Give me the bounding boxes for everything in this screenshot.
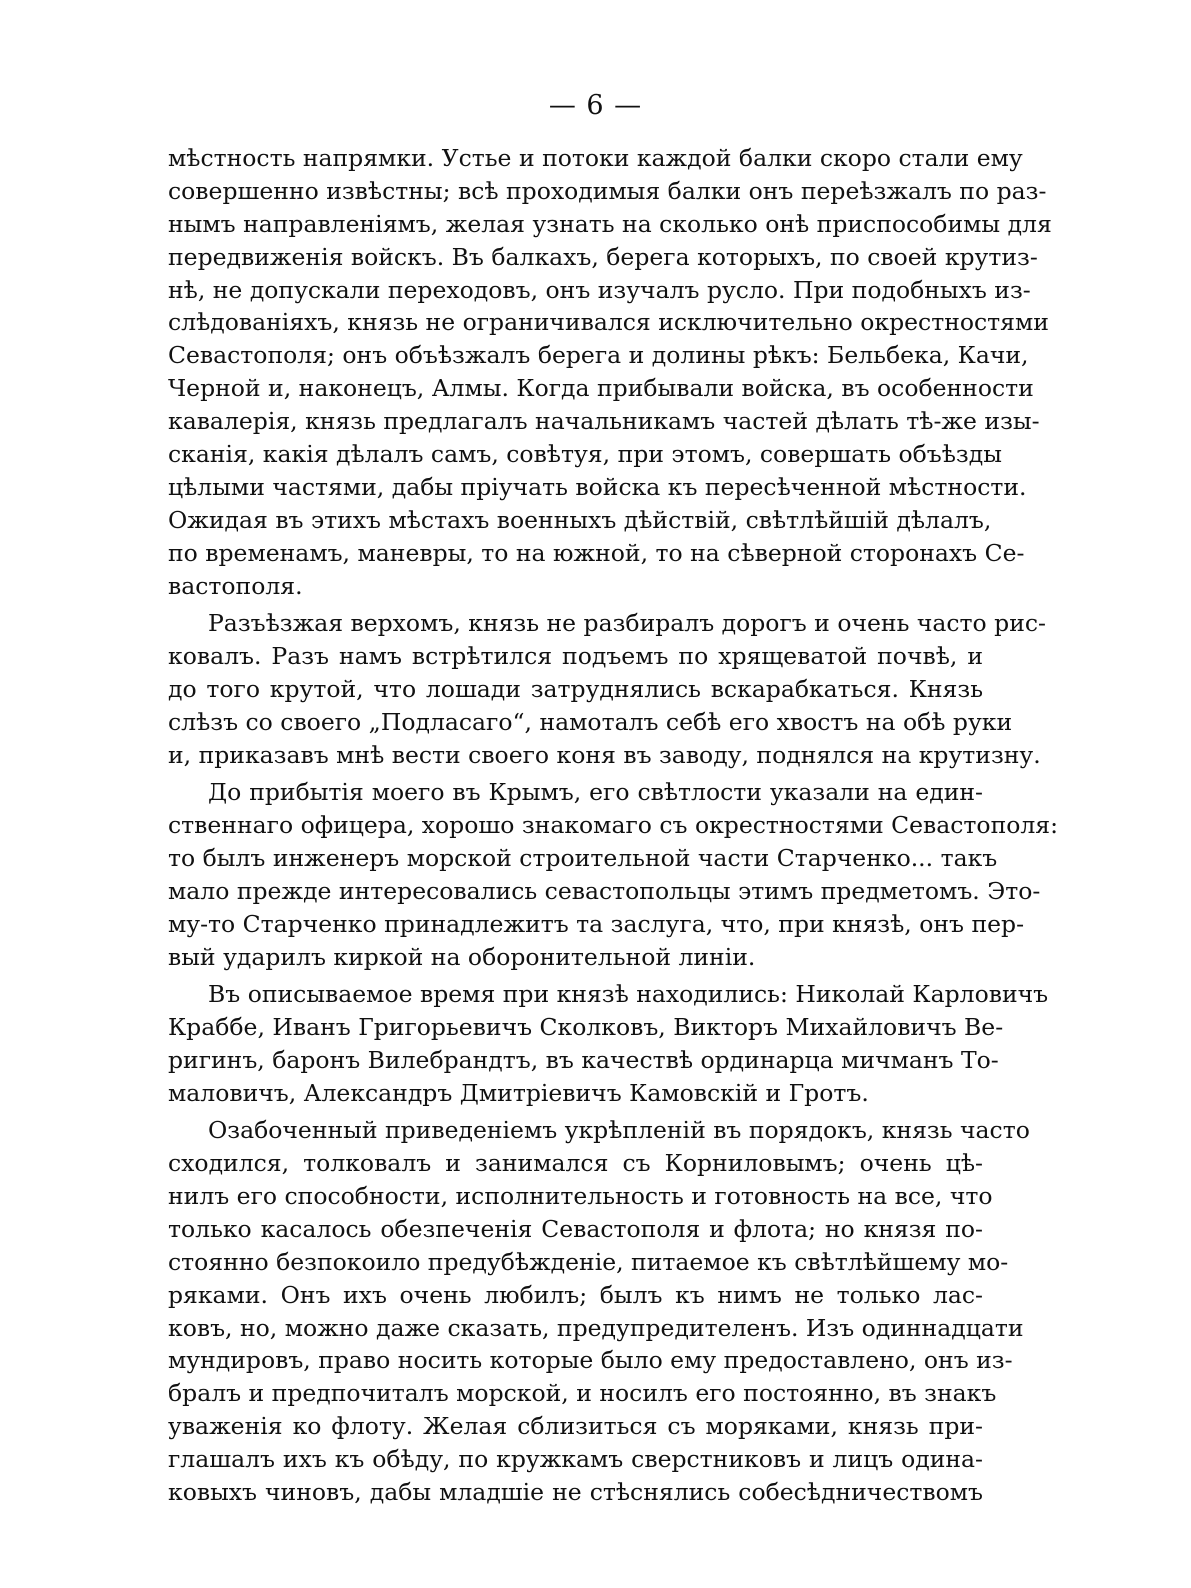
text-line: ковыхъ чиновъ, дабы младшіе не стѣснялись собесѣдничествомъ: [168, 1478, 983, 1506]
text-line: нымъ направленіямъ, желая узнать на сколько онѣ приспособимы для: [168, 209, 1052, 238]
text-line: по временамъ, маневры, то на южной, то на сѣверной сторонахъ Се-: [168, 538, 1025, 567]
page-number: — 6 —: [548, 90, 643, 121]
paragraph: [168, 142, 1052, 602]
text-line: ственнаго офицера, хорошо знакомаго съ окрестностями Севастополя:: [168, 811, 1059, 839]
text-line: Озабоченный приведеніемъ укрѣпленій въ порядокъ, князь часто: [208, 1116, 1030, 1145]
text-line: слѣдованіяхъ, князь не ограничивался исключительно окрестностями: [168, 308, 1049, 337]
text-line: нѣ, не допускали переходовъ, онъ изучалъ русло. При подобныхъ из-: [168, 275, 1031, 304]
paragraph: [168, 978, 1049, 1110]
text-line: ряками. Онъ ихъ очень любилъ; былъ къ нимъ не только лас-: [168, 1280, 983, 1309]
text-line: стоянно безпокоило предубѣжденіе, питаемое къ свѣтлѣйшему мо-: [168, 1247, 1009, 1276]
text-line: Черной и, наконецъ, Алмы. Когда прибывали войска, въ особенности: [168, 374, 1034, 403]
text-line: ковалъ. Разъ намъ встрѣтился подъемъ по хрящеватой почвѣ, и: [168, 641, 983, 670]
text-line: нилъ его способности, исполнительность и готовность на все, что: [168, 1181, 993, 1210]
text-line: вастополя.: [168, 571, 303, 600]
text-line: цѣлыми частями, дабы пріучать войска къ пересѣченной мѣстности.: [168, 472, 1027, 501]
paragraph: [168, 607, 1046, 771]
text-line: до того крутой, что лошади затруднялись вскарабкаться. Князь: [168, 674, 983, 703]
text-line: бралъ и предпочиталъ морской, и носилъ его постоянно, въ знакъ: [168, 1379, 997, 1408]
text-line: совершенно извѣстны; всѣ проходимыя балки онъ переѣзжалъ по раз-: [168, 176, 1047, 205]
text-line: только касалось обезпеченія Севастополя и флота; но князя по-: [168, 1214, 983, 1243]
text-line: уваженія ко флоту. Желая сблизиться съ моряками, князь при-: [168, 1412, 983, 1441]
text-line: До прибытія моего въ Крымъ, его свѣтлости указали на един-: [208, 778, 983, 807]
text-line: сходился, толковалъ и занимался съ Корниловымъ; очень цѣ-: [168, 1149, 983, 1178]
text-line: сканія, какія дѣлалъ самъ, совѣтуя, при этомъ, совершать объѣзды: [168, 440, 1002, 469]
text-line: ковъ, но, можно даже сказать, предупредителенъ. Изъ одиннадцати: [168, 1313, 1024, 1342]
text-line: маловичъ, Александръ Дмитріевичъ Камовскій и Гротъ.: [168, 1078, 869, 1107]
text-line: ригинъ, баронъ Вилебрандтъ, въ качествѣ ординарца мичманъ То-: [168, 1045, 999, 1074]
text-line: Севастополя; онъ объѣзжалъ берега и долины рѣкъ: Бельбека, Качи,: [168, 341, 1029, 370]
text-line: слѣзъ со своего „Подласаго“, намоталъ себѣ его хвостъ на обѣ руки: [168, 707, 1013, 736]
text-line: му-то Старченко принадлежитъ та заслуга, что, при князѣ, онъ пер-: [168, 909, 1025, 938]
paragraph: [168, 1114, 1030, 1509]
text-line: кавалерія, князь предлагалъ начальникамъ частей дѣлать тѣ-же изы-: [168, 407, 1040, 436]
text-line: передвиженія войскъ. Въ балкахъ, берега которыхъ, по своей крутиз-: [168, 242, 1038, 271]
text-line: мѣстность напрямки. Устье и потоки каждой балки скоро стали ему: [168, 144, 1023, 172]
text-line: мало прежде интересовались севастопольцы этимъ предметомъ. Это-: [168, 876, 1041, 905]
text-line: то былъ инженеръ морской строительной части Старченко... такъ: [168, 843, 998, 872]
text-line: Краббе, Иванъ Григорьевичъ Сколковъ, Викторъ Михайловичъ Ве-: [168, 1012, 1004, 1041]
text-line: и, приказавъ мнѣ вести своего коня въ заводу, поднялся на крутизну.: [168, 740, 1041, 769]
text-line: вый ударилъ киркой на оборонительной линіи.: [168, 942, 756, 971]
text-line: Разъѣзжая верхомъ, князь не разбиралъ дорогъ и очень часто рис-: [208, 609, 1046, 638]
paragraph: [168, 776, 1059, 973]
text-line: Ожидая въ этихъ мѣстахъ военныхъ дѣйствій, свѣтлѣйшій дѣлалъ,: [168, 505, 992, 534]
text-line: Въ описываемое время при князѣ находились: Николай Карловичъ: [208, 980, 1049, 1009]
body-text: [168, 142, 1059, 1509]
text-line: мундировъ, право носить которые было ему предоставлено, онъ из-: [168, 1346, 1013, 1375]
text-line: глашалъ ихъ къ обѣду, по кружкамъ сверстниковъ и лицъ одина-: [168, 1445, 983, 1474]
